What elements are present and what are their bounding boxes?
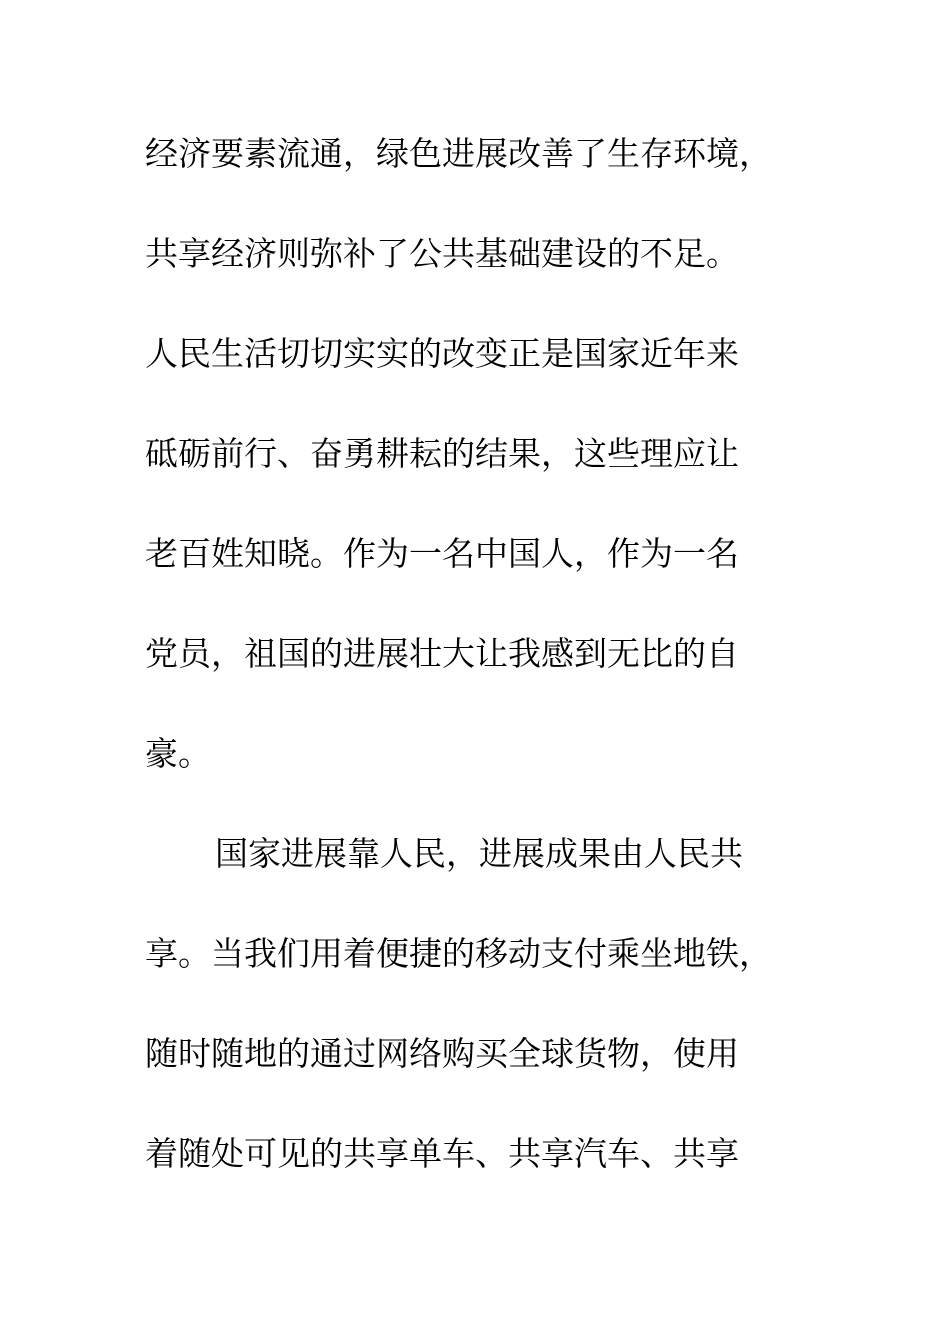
text-line: 人民生活切切实实的改变正是国家近年来 bbox=[145, 334, 739, 373]
text-line: 着随处可见的共享单车、共享汽车、共享 bbox=[145, 1134, 739, 1173]
text-line: 豪。 bbox=[145, 734, 211, 773]
text-line: 经济要素流通，绿色进展改善了生存环境， bbox=[145, 134, 772, 173]
text-line: 共享经济则弥补了公共基础建设的不足。 bbox=[145, 234, 739, 273]
text-line: 党员，祖国的进展壮大让我感到无比的自 bbox=[145, 634, 739, 673]
text-line: 砥砺前行、奋勇耕耘的结果，这些理应让 bbox=[145, 434, 739, 473]
text-line: 老百姓知晓。作为一名中国人，作为一名 bbox=[145, 534, 739, 573]
text-line: 随时随地的通过网络购买全球货物，使用 bbox=[145, 1034, 739, 1073]
text-line: 享。当我们用着便捷的移动支付乘坐地铁， bbox=[145, 934, 772, 973]
paragraph-first-line: 国家进展靠人民，进展成果由人民共 bbox=[215, 834, 743, 873]
